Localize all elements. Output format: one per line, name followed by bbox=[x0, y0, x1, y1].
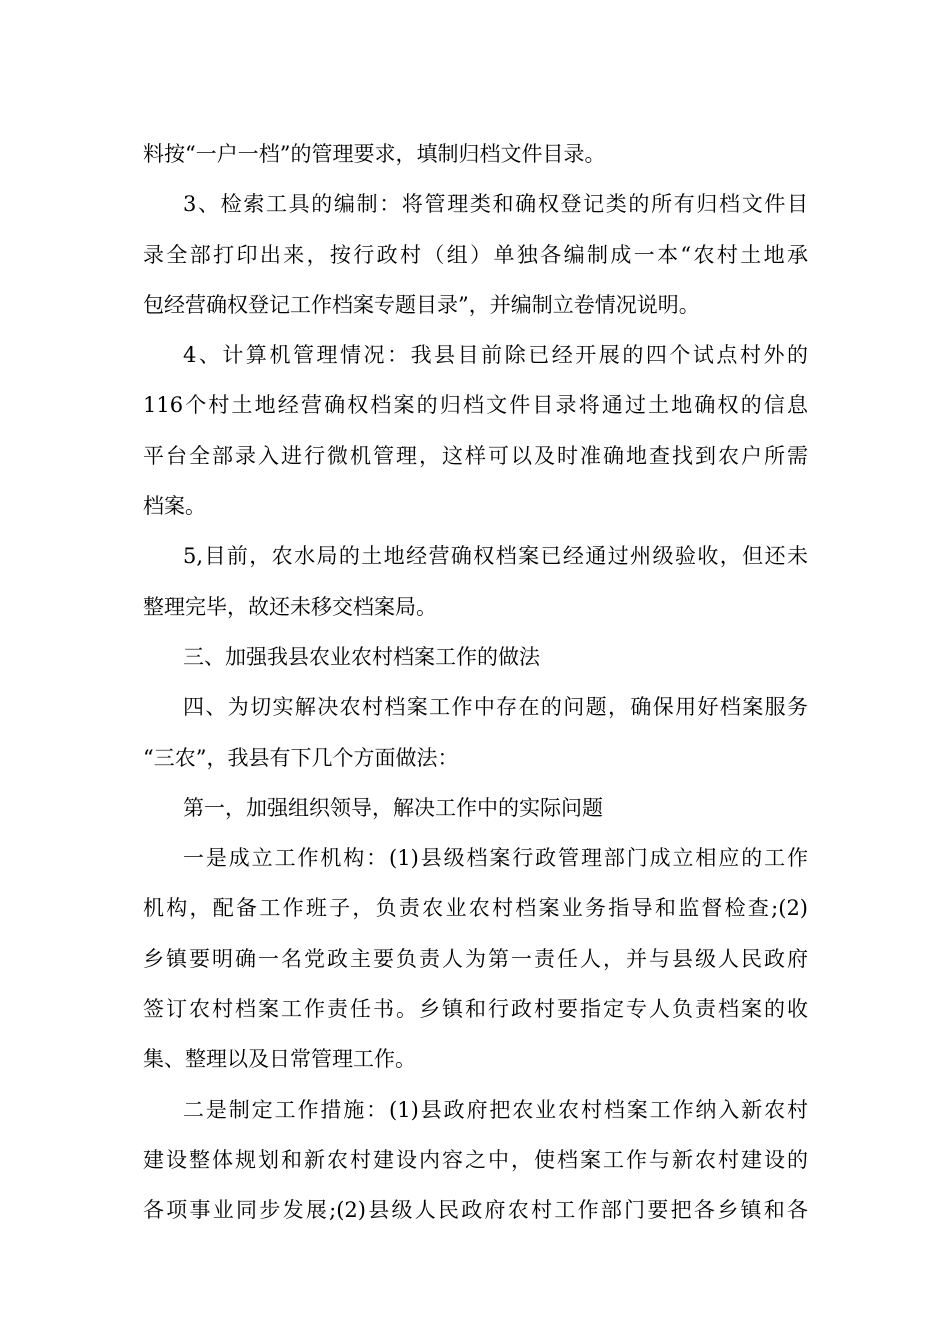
text-line: “三农”，我县有下几个方面做法： bbox=[143, 745, 459, 770]
text-line: 二是制定工作措施：(1)县政府把农业农村档案工作纳入新农村 bbox=[183, 1097, 808, 1122]
text-line: 料按“一户一档”的管理要求，填制归档文件目录。 bbox=[143, 142, 606, 166]
text-line: 建设整体规划和新农村建设内容之中，使档案工作与新农村建设的 bbox=[143, 1147, 808, 1172]
text-line: 平台全部录入进行微机管理，这样可以及时准确地查找到农户所需 bbox=[143, 443, 808, 468]
text-line: 机构，配备工作班子，负责农业农村档案业务指导和监督检查;(2) bbox=[143, 896, 808, 921]
text-line: 116个村土地经营确权档案的归档文件目录将通过土地确权的信息 bbox=[143, 393, 808, 418]
text-line: 4、计算机管理情况：我县目前除已经开展的四个试点村外的 bbox=[183, 343, 808, 368]
text-line: 3、检索工具的编制：将管理类和确权登记类的所有归档文件目 bbox=[183, 192, 808, 217]
text-line: 乡镇要明确一名党政主要负责人为第一责任人，并与县级人民政府 bbox=[143, 946, 808, 971]
text-line: 录全部打印出来，按行政村（组）单独各编制成一本“农村土地承 bbox=[143, 242, 808, 267]
text-line: 签订农村档案工作责任书。乡镇和行政村要指定专人负责档案的收 bbox=[143, 997, 808, 1022]
section-heading: 第一，加强组织领导，解决工作中的实际问题 bbox=[183, 795, 603, 820]
text-line: 四、为切实解决农村档案工作中存在的问题，确保用好档案服务 bbox=[183, 695, 808, 720]
text-line: 包经营确权登记工作档案专题目录”，并编制立卷情况说明。 bbox=[143, 292, 700, 317]
text-line: 各项事业同步发展;(2)县级人民政府农村工作部门要把各乡镇和各 bbox=[143, 1198, 808, 1223]
text-line: 5,目前，农水局的土地经营确权档案已经通过州级验收，但还未 bbox=[183, 544, 808, 569]
section-heading: 三、加强我县农业农村档案工作的做法 bbox=[183, 644, 540, 669]
text-line: 集、整理以及日常管理工作。 bbox=[143, 1047, 416, 1072]
text-line: 整理完毕，故还未移交档案局。 bbox=[143, 594, 437, 619]
document-body bbox=[143, 129, 808, 1236]
text-line: 档案。 bbox=[143, 494, 206, 519]
text-line: 一是成立工作机构：(1)县级档案行政管理部门成立相应的工作 bbox=[183, 846, 808, 871]
